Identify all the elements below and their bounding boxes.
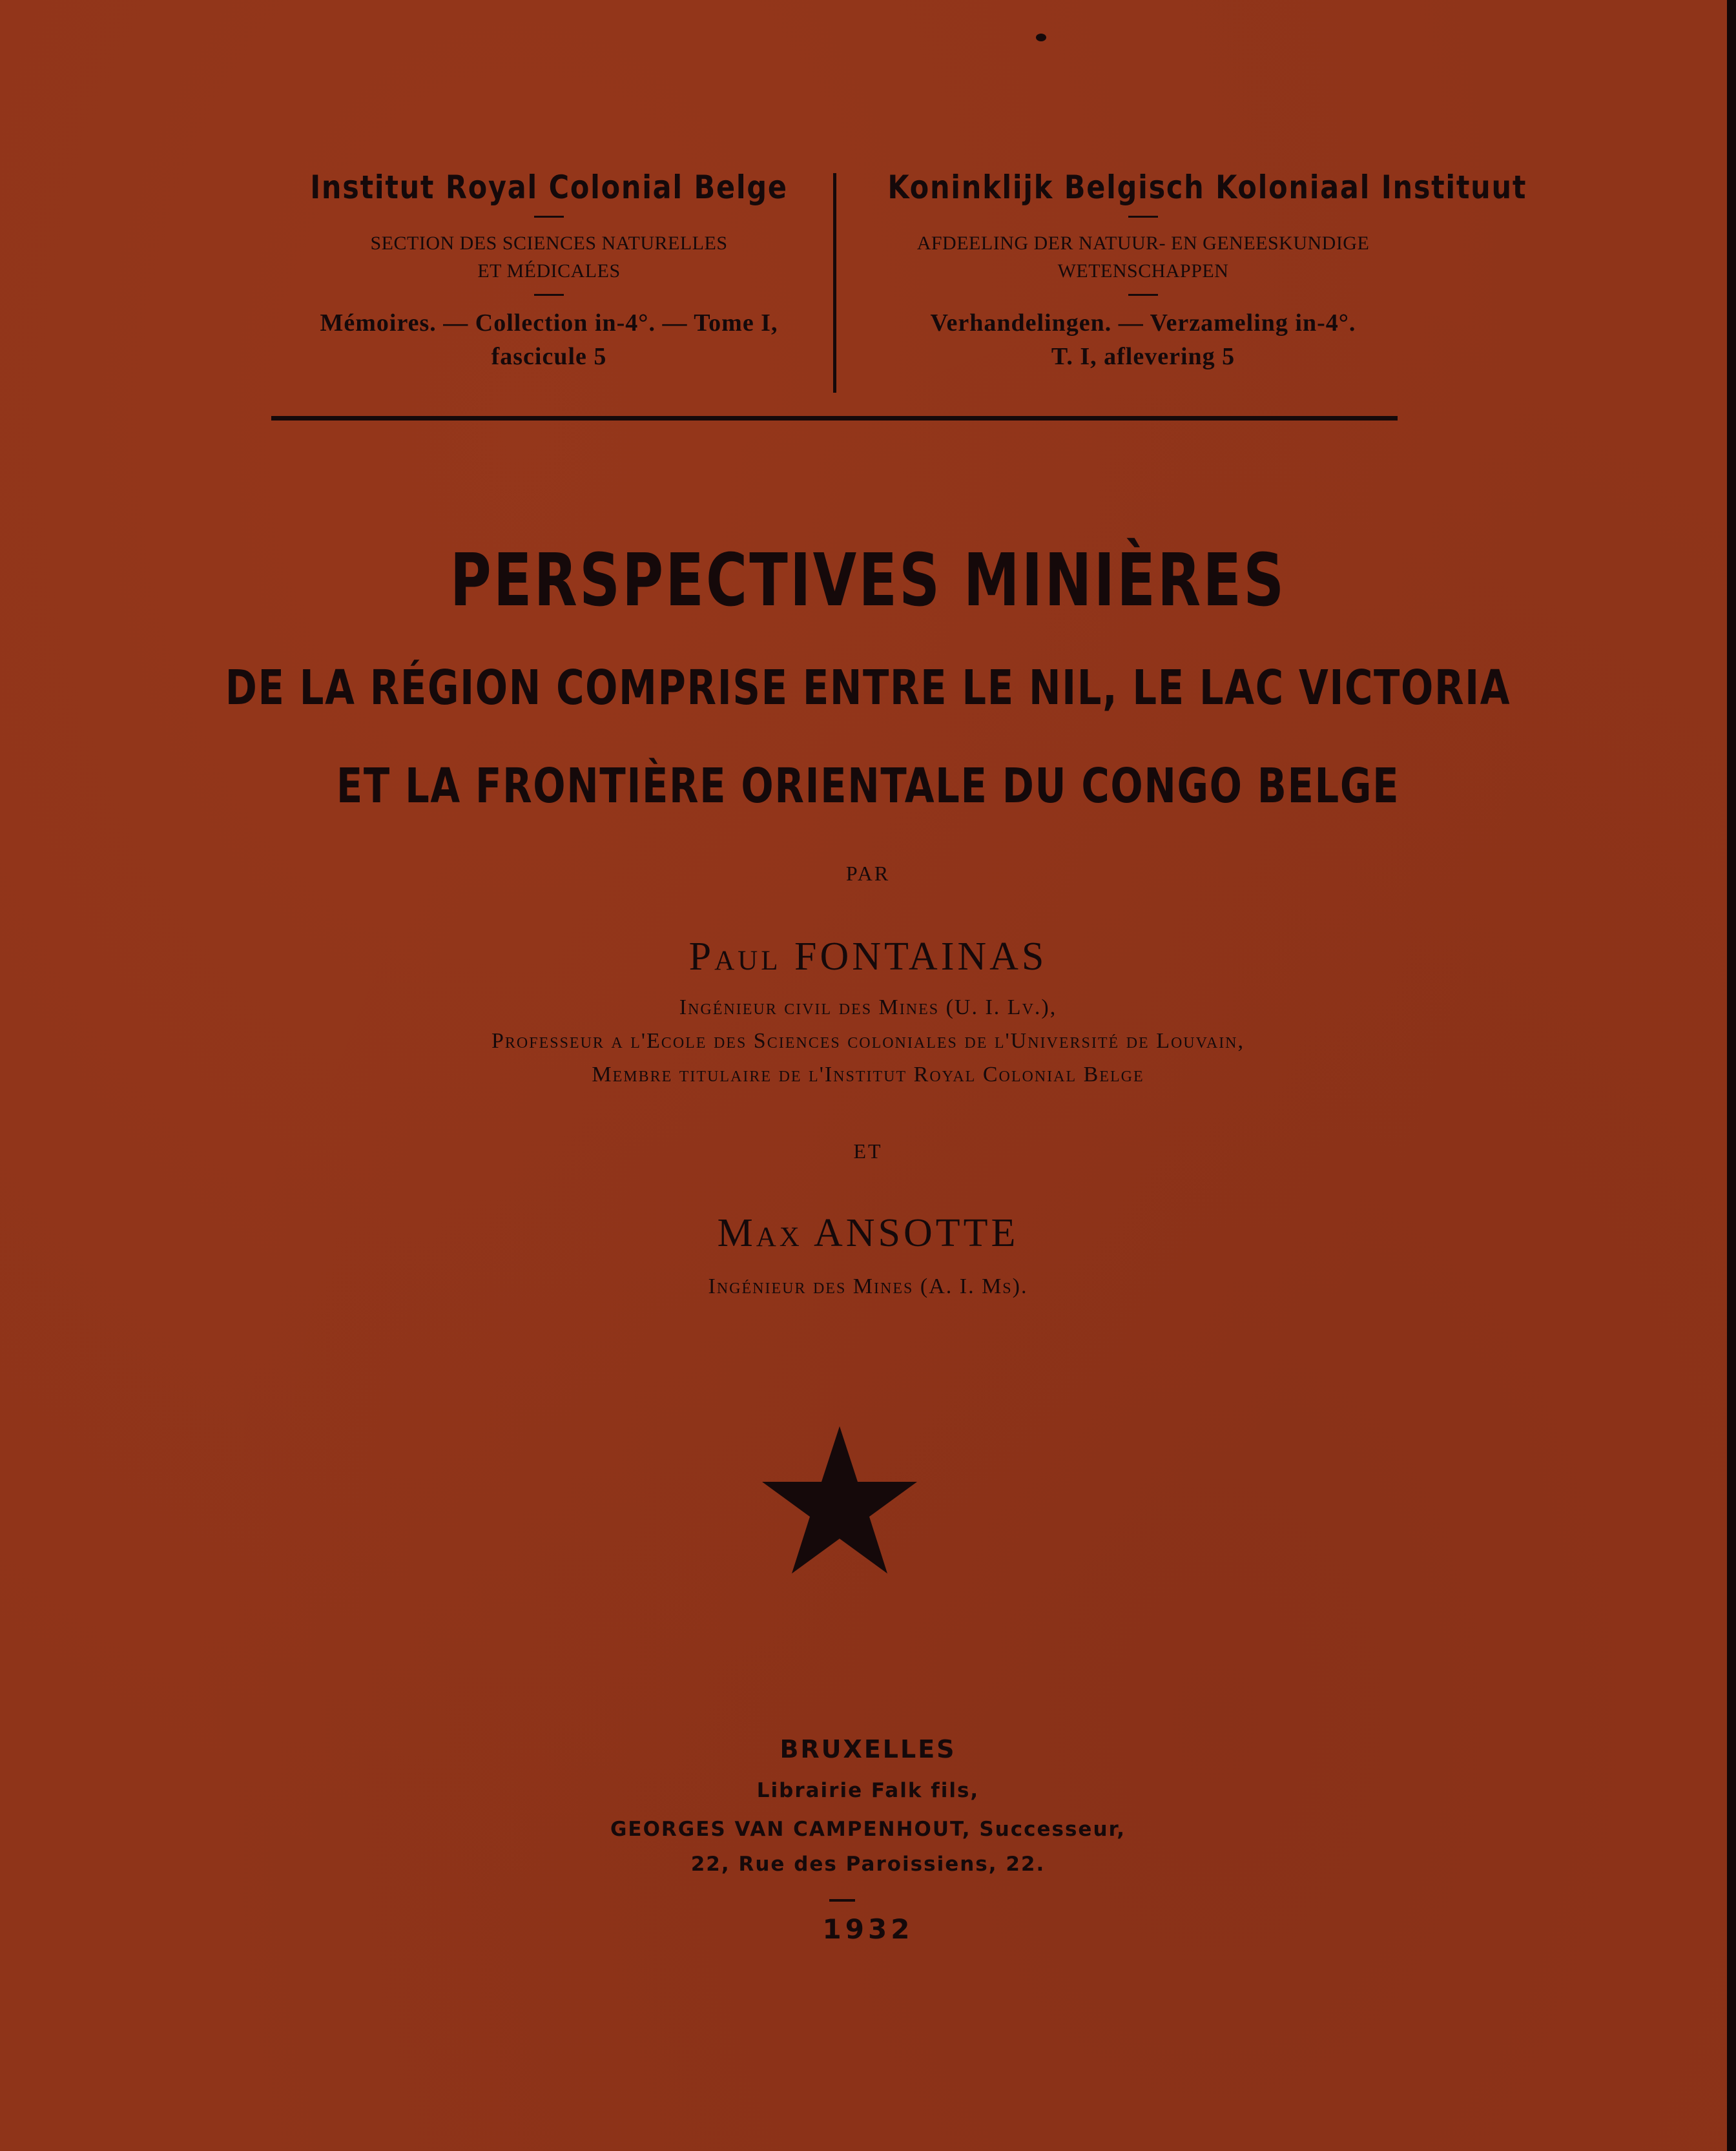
header-right-column — [846, 167, 1527, 373]
et-label: ET — [853, 1139, 883, 1163]
header-left-dash-1 — [534, 216, 564, 218]
header-horizontal-rule — [271, 416, 1398, 421]
collection-nl-line2: T. I, aflevering 5 — [1051, 343, 1235, 370]
section-name-nl-line1: AFDEELING DER NATUUR- EN GENEESKUNDIGE — [916, 233, 1370, 254]
ink-speck — [1036, 34, 1046, 41]
author-2-name: Max ANSOTTE — [717, 1211, 1019, 1255]
header-vertical-divider — [833, 173, 836, 393]
header-right-dash-1 — [1128, 216, 1158, 218]
publisher-dash — [829, 1899, 855, 1902]
author-1-credential-3: Membre titulaire de l'Institut Royal Colonial Belge — [592, 1063, 1144, 1086]
collection-fr-line2: fascicule 5 — [491, 343, 607, 370]
publisher-line-1: Librairie Falk fils, — [756, 1779, 980, 1802]
collection-nl-line1: Verhandelingen. — Verzameling in-4°. — [930, 309, 1356, 337]
title-subtitle-line2: ET LA FRONTIÈRE ORIENTALE DU CONGO BELGE — [336, 758, 1400, 814]
author-1-name: Paul FONTAINAS — [688, 935, 1048, 979]
institute-name-nl: Koninklijk Belgisch Koloniaal Instituut — [887, 169, 1527, 206]
title-subtitle-line1: DE LA RÉGION COMPRISE ENTRE LE NIL, LE LAC VICTORIA — [225, 660, 1511, 716]
publisher-address: 22, Rue des Paroissiens, 22. — [690, 1853, 1046, 1876]
publisher-role: Successeur, — [979, 1818, 1126, 1841]
section-name-fr-line2: ET MÉDICALES — [477, 260, 621, 282]
author-2-credential-1: Ingénieur des Mines (A. I. Ms). — [708, 1274, 1028, 1298]
collection-fr-line1: Mémoires. — Collection in-4°. — Tome I, — [320, 309, 778, 337]
title-main: PERSPECTIVES MINIÈRES — [450, 539, 1286, 623]
par-label: PAR — [845, 862, 891, 885]
header-left-dash-2 — [534, 294, 564, 296]
publisher-city: BRUXELLES — [780, 1735, 956, 1763]
institute-name-fr: Institut Royal Colonial Belge — [310, 169, 788, 206]
author-1-credential-2: Professeur a l'Ecole des Sciences coloniales de l'Université de Louvain, — [491, 1029, 1245, 1053]
publication-year: 1932 — [822, 1913, 914, 1945]
header-right-dash-2 — [1128, 294, 1158, 296]
header-left-column — [258, 167, 840, 373]
star-ornament-icon — [762, 1426, 917, 1574]
publisher-name: GEORGES VAN CAMPENHOUT, — [610, 1818, 971, 1841]
section-name-nl-line2: WETENSCHAPPEN — [1057, 260, 1229, 282]
section-name-fr-line1: SECTION DES SCIENCES NATURELLES — [370, 233, 728, 254]
author-1-credential-1: Ingénieur civil des Mines (U. I. Lv.), — [679, 995, 1057, 1019]
publisher-line-2 — [0, 1818, 1736, 1841]
